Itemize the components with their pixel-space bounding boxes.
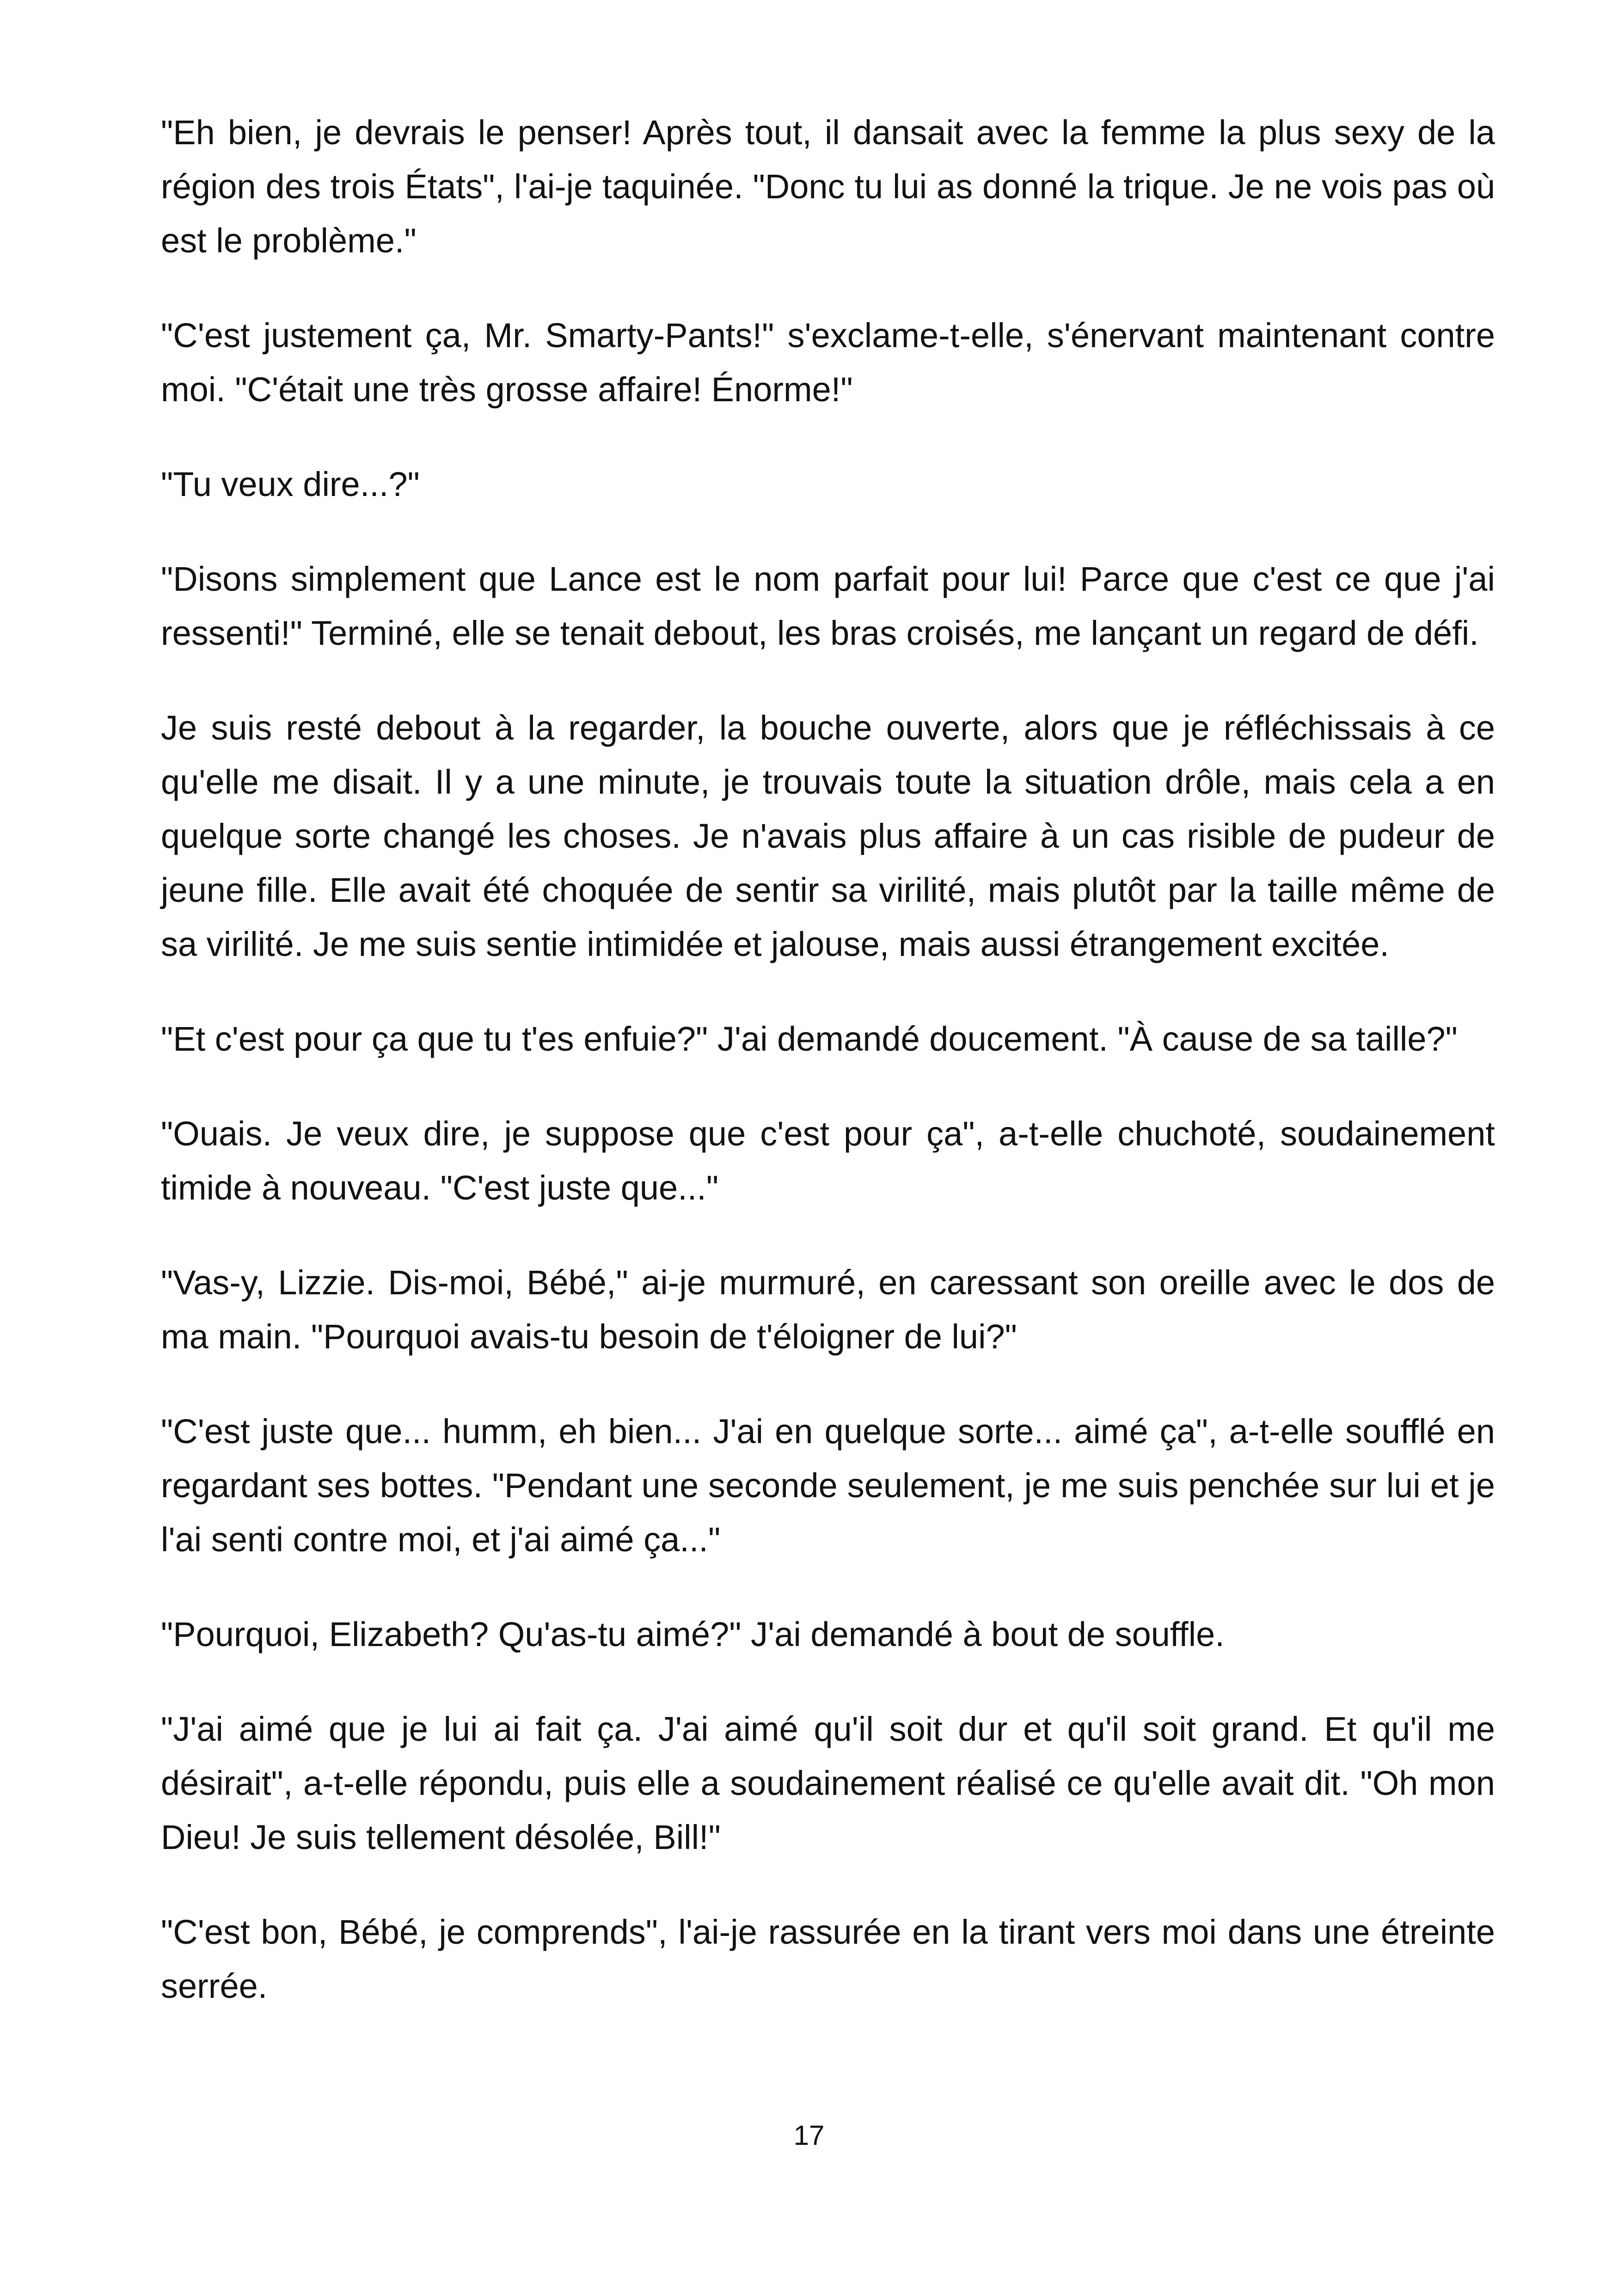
paragraph: "J'ai aimé que je lui ai fait ça. J'ai aimé qu'il soit dur et qu'il soit grand. Et qu'il me désirait", a-t-elle répondu, puis elle a soudainement réalisé ce qu'elle avait dit. "Oh mon Dieu! Je suis tellement désolée, Bill!" (161, 1710, 1495, 1856)
paragraph: "C'est justement ça, Mr. Smarty-Pants!" s'exclame-t-elle, s'énervant maintenant contre moi. "C'était une très grosse affaire! Énorme!" (161, 316, 1495, 409)
body-text (161, 105, 1495, 2054)
page-number: 17 (793, 2120, 825, 2151)
paragraph: "Vas-y, Lizzie. Dis-moi, Bébé," ai-je murmuré, en caressant son oreille avec le dos de ma main. "Pourquoi avais-tu besoin de t'éloigner de lui?" (161, 1263, 1495, 1356)
paragraph: "Pourquoi, Elizabeth? Qu'as-tu aimé?" J'ai demandé à bout de souffle. (161, 1615, 1225, 1653)
paragraph: "Tu veux dire...?" (161, 465, 420, 503)
paragraph: "Eh bien, je devrais le penser! Après tout, il dansait avec la femme la plus sexy de la région des trois États", l'ai-je taquinée. "Donc tu lui as donné la trique. Je ne vois pas où est le problème." (161, 113, 1495, 260)
paragraph: "Disons simplement que Lance est le nom parfait pour lui! Parce que c'est ce que j'ai ressenti!" Terminé, elle se tenait debout, les bras croisés, me lançant un regard de défi. (161, 560, 1495, 652)
paragraph: "Et c'est pour ça que tu t'es enfuie?" J'ai demandé doucement. "À cause de sa taille?" (161, 1020, 1458, 1058)
paragraph: "Ouais. Je veux dire, je suppose que c'est pour ça", a-t-elle chuchoté, soudainement timide à nouveau. "C'est juste que..." (161, 1114, 1495, 1207)
paragraph: Je suis resté debout à la regarder, la bouche ouverte, alors que je réfléchissais à ce qu'elle me disait. Il y a une minute, je trouvais toute la situation drôle, mais cela a en quelque sorte changé les choses. Je n'avais plus affaire à un cas risible de pudeur de jeune fille. Elle avait été choquée de sentir sa virilité, mais plutôt par la taille même de sa virilité. Je me suis sentie intimidée et jalouse, mais aussi étrangement excitée. (161, 709, 1495, 963)
paragraph: "C'est bon, Bébé, je comprends", l'ai-je rassurée en la tirant vers moi dans une étreinte serrée. (161, 1913, 1495, 2005)
paragraph: "C'est juste que... humm, eh bien... J'ai en quelque sorte... aimé ça", a-t-elle soufflé en regardant ses bottes. "Pendant une seconde seulement, je me suis penchée sur lui et je l'ai senti contre moi, et j'ai aimé ça..." (161, 1412, 1495, 1559)
